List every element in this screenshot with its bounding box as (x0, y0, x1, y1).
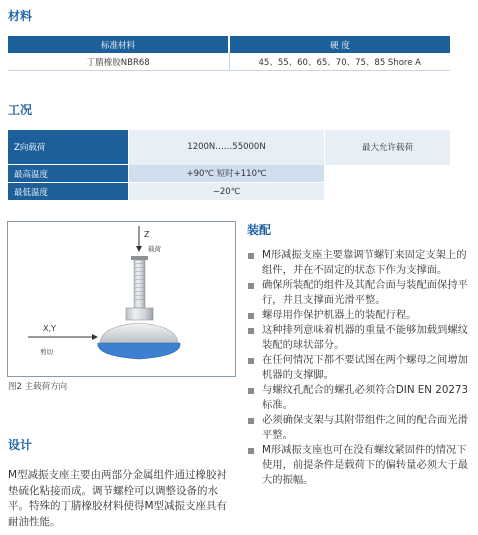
bullet-icon (248, 418, 254, 424)
condition-label-load: Z向载荷 (8, 130, 129, 165)
bullet-icon (248, 358, 254, 364)
condition-row-min-temp (8, 183, 450, 201)
condition-value-min-temp: −20℃ (129, 183, 325, 201)
nut (126, 308, 153, 320)
materials-header-hardness: 硬 度 (229, 36, 450, 53)
figure-caption: 图2 主载荷方向 (8, 382, 68, 392)
materials-header-material: 标准材料 (8, 36, 229, 53)
bullet-icon (248, 253, 254, 259)
bullet-icon (248, 313, 254, 319)
condition-row-load (8, 130, 450, 165)
design-title: 设计 (8, 438, 33, 452)
condition-note-load: 最大允许载荷 (325, 130, 451, 165)
install-item: 与螺纹孔配合的螺孔必须符合DIN EN 20273标准。 (247, 383, 472, 413)
install-item: 这种排列意味着机器的重量不能够加载到螺纹装配的球状部分。 (247, 323, 472, 353)
xy-label: X,Y (43, 324, 56, 333)
z-label: Z (144, 230, 150, 239)
load-label: 载荷 (148, 245, 161, 253)
rubber-base (98, 343, 180, 359)
z-arrow-head (136, 246, 142, 252)
materials-cell-material: 丁腈橡胶NBR68 (8, 53, 229, 71)
condition-label-max-temp: 最高温度 (8, 165, 129, 183)
design-text: M型减振支座主要由两部分金属组件通过橡胶衬垫硫化粘接而成。调节螺栓可以调整设备的水平。特殊的丁腈橡胶材料使得M型减振支座具有耐油性能。 (8, 469, 228, 528)
bullet-icon (248, 283, 254, 289)
shear-arrow-head (92, 334, 98, 340)
bullet-icon (248, 448, 254, 454)
mount-figure (7, 221, 236, 377)
materials-table (8, 36, 450, 71)
materials-title: 材料 (8, 9, 33, 23)
install-item: M形减振支座主要靠调节螺钉来固定支架上的组件，并在不固定的状态下作为支撑面。 (247, 248, 472, 278)
conditions-title: 工况 (8, 103, 33, 117)
conditions-table (8, 130, 450, 200)
bullet-icon (248, 388, 254, 394)
bolt-head (131, 256, 148, 260)
bullet-icon (248, 328, 254, 334)
install-item: 必须确保支架与其附带组件之间的配合面光滑平整。 (247, 413, 472, 443)
install-title: 装配 (247, 223, 272, 237)
condition-value-max-temp: +90℃ 短时+110℃ (129, 165, 325, 183)
mount-diagram (8, 222, 235, 376)
install-item: 确保所装配的组件及其配合面与装配面保持平行，并且支撑面光滑平整。 (247, 278, 472, 308)
shear-label: 剪切 (40, 348, 53, 356)
materials-cell-hardness: 45、55、60、65、70、75、85 Shore A (229, 53, 450, 71)
install-item: 在任何情况下都不要试图在两个螺母之间增加机器的支撑脚。 (247, 353, 472, 383)
materials-header-row (8, 36, 450, 53)
install-item: 螺母用作保护机器上的装配行程。 (247, 308, 472, 323)
install-item: M形减振支座也可在没有螺纹紧固件的情况下使用，前提条件是载荷下的偏转量必须大于最大的振幅。 (247, 443, 472, 488)
condition-label-min-temp: 最低温度 (8, 183, 129, 201)
install-list (247, 248, 472, 488)
metal-dome (100, 323, 178, 344)
condition-value-load: 1200N……55000N (129, 130, 325, 165)
condition-row-max-temp (8, 165, 450, 183)
materials-row (8, 53, 450, 71)
